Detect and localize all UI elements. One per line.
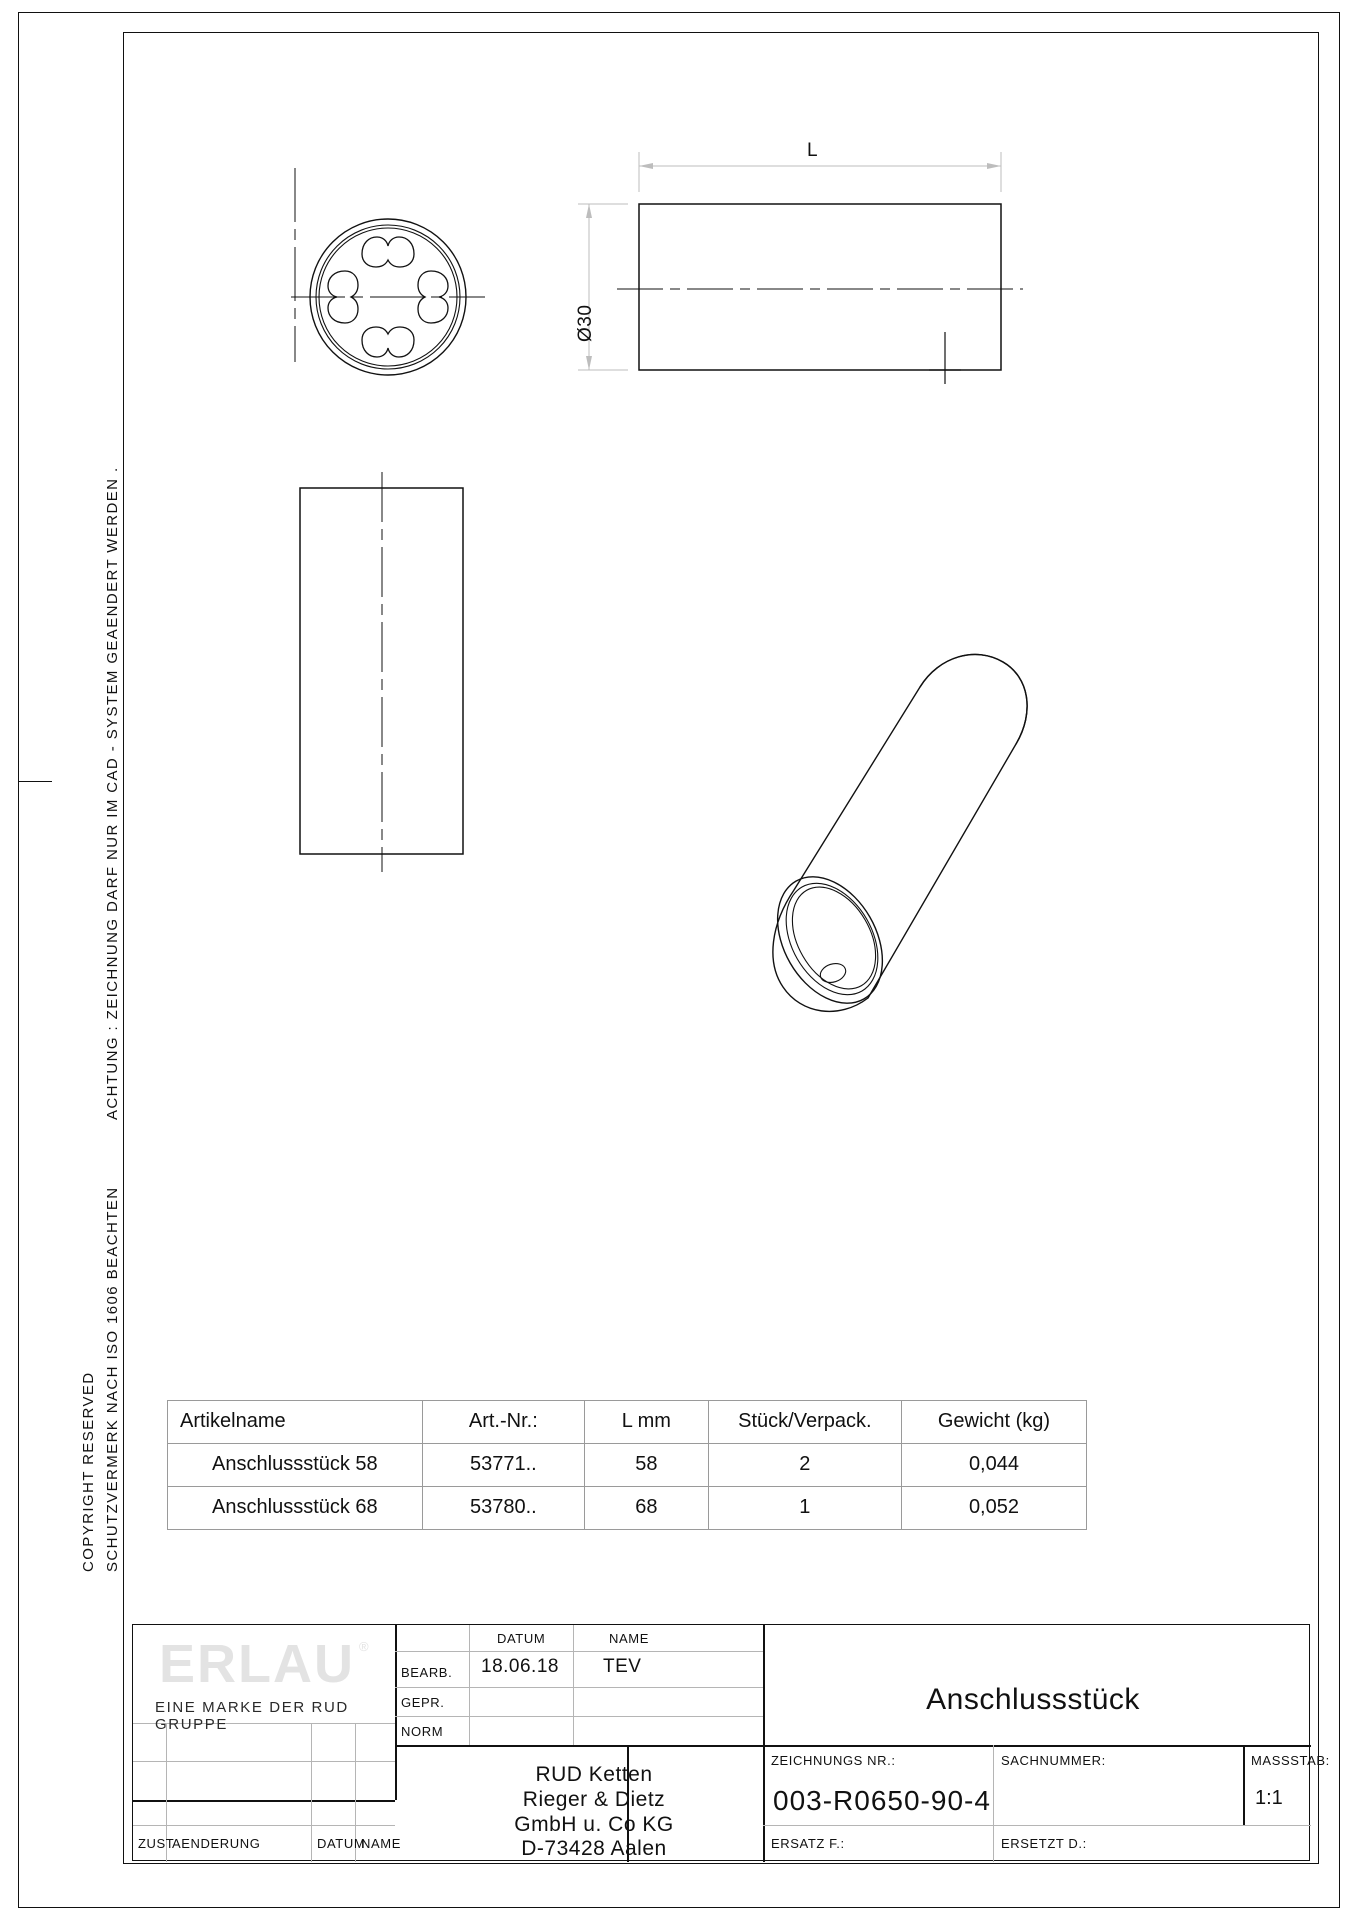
approvals-bearb-datum: 18.06.18 <box>481 1656 559 1677</box>
erlau-logo-tagline: EINE MARKE DER RUD GRUPPE <box>155 1699 349 1733</box>
rev-header-aenderung: AENDERUNG <box>172 1836 261 1851</box>
approvals-row-label-norm: NORM <box>401 1724 444 1739</box>
ersetzt-d-label: ERSETZT D.: <box>1001 1836 1087 1851</box>
company-line: Rieger & Dietz <box>522 1787 666 1811</box>
rev-header-datum: DATUM <box>317 1836 366 1851</box>
tb-rule-thin <box>395 1651 763 1652</box>
table-row <box>168 1444 1087 1487</box>
company-line: GmbH u. Co KG <box>514 1812 674 1836</box>
drawing-no-value: 003-R0650-90-4 <box>773 1785 991 1816</box>
cad-geometry <box>123 32 1319 1864</box>
dim-diameter-label: Ø30 <box>575 304 596 342</box>
massstab-value: 1:1 <box>1255 1787 1283 1809</box>
tb-rule-thin <box>763 1825 1311 1826</box>
view-isometric <box>756 654 1027 1021</box>
cell-gewicht: 0,052 <box>901 1487 1086 1530</box>
tb-rule-thin <box>395 1687 763 1688</box>
view-plan <box>300 472 463 872</box>
view-front-section <box>291 168 485 375</box>
company-line: D-73428 Aalen <box>521 1837 667 1861</box>
tb-rule-thin <box>311 1723 312 1862</box>
approvals-header-name: NAME <box>609 1631 649 1646</box>
company-address <box>429 1763 759 1862</box>
tb-rule-thin <box>993 1745 994 1862</box>
approvals-bearb-name: TEV <box>603 1656 642 1677</box>
cell-stueck-verpack: 1 <box>708 1487 901 1530</box>
view-side-elevation <box>578 152 1023 384</box>
tb-rule <box>1243 1745 1245 1825</box>
cell-artikelname: Anschlussstück 68 <box>168 1487 423 1530</box>
tb-rule-thin <box>395 1716 763 1717</box>
cell-artikelname: Anschlussstück 58 <box>168 1444 423 1487</box>
company-line: RUD Ketten <box>535 1763 653 1786</box>
title-block <box>132 1624 1330 1861</box>
drawing-no-label: ZEICHNUNGS NR.: <box>771 1753 896 1768</box>
note-cad-system: ACHTUNG : ZEICHNUNG DARF NUR IM CAD - SYSTEM GEAENDERT WERDEN . <box>104 466 121 1120</box>
registered-trademark-icon: ® <box>359 1639 369 1654</box>
ersatz-f-label: ERSATZ F.: <box>771 1836 845 1851</box>
part-title: Anschlussstück <box>926 1683 1140 1716</box>
rev-header-zust: ZUST <box>138 1836 175 1851</box>
erlau-logo <box>143 1633 395 1733</box>
cell-stueck-verpack: 2 <box>708 1444 901 1487</box>
massstab-label: MASSSTAB: <box>1251 1753 1330 1768</box>
sheet-center-tick <box>18 781 52 782</box>
cell-l-mm: 58 <box>584 1444 708 1487</box>
parts-header-gewicht: Gewicht (kg) <box>901 1401 1086 1444</box>
parts-header-l-mm: L mm <box>584 1401 708 1444</box>
cell-art-nr: 53771.. <box>422 1444 584 1487</box>
cell-art-nr: 53780.. <box>422 1487 584 1530</box>
tb-rule <box>763 1625 765 1862</box>
approvals-header-datum: DATUM <box>497 1631 546 1646</box>
note-iso-1606: SCHUTZVERMERK NACH ISO 1606 BEACHTEN <box>104 1186 121 1572</box>
drawing-views <box>123 32 1319 1864</box>
tb-rule <box>395 1745 1311 1747</box>
tb-rule-thin <box>573 1625 574 1745</box>
parts-header-stueck-verpack: Stück/Verpack. <box>708 1401 901 1444</box>
approvals-row-label-bearb: BEARB. <box>401 1665 453 1680</box>
table-row <box>168 1487 1087 1530</box>
tb-rule-thin <box>469 1625 470 1745</box>
cell-l-mm: 68 <box>584 1487 708 1530</box>
cell-gewicht: 0,044 <box>901 1444 1086 1487</box>
sachnummer-label: SACHNUMMER: <box>1001 1753 1106 1768</box>
parts-header-artikelname: Artikelname <box>168 1401 423 1444</box>
rev-header-name: NAME <box>361 1836 401 1851</box>
note-copyright: COPYRIGHT RESERVED <box>80 1371 97 1572</box>
approvals-row-label-gepr: GEPR. <box>401 1695 445 1710</box>
parts-header-art-nr: Art.-Nr.: <box>422 1401 584 1444</box>
erlau-logo-wordmark: ERLAU <box>159 1634 355 1694</box>
dim-length-label: L <box>807 140 819 161</box>
parts-table-header-row <box>168 1401 1087 1444</box>
parts-table <box>167 1400 1087 1530</box>
